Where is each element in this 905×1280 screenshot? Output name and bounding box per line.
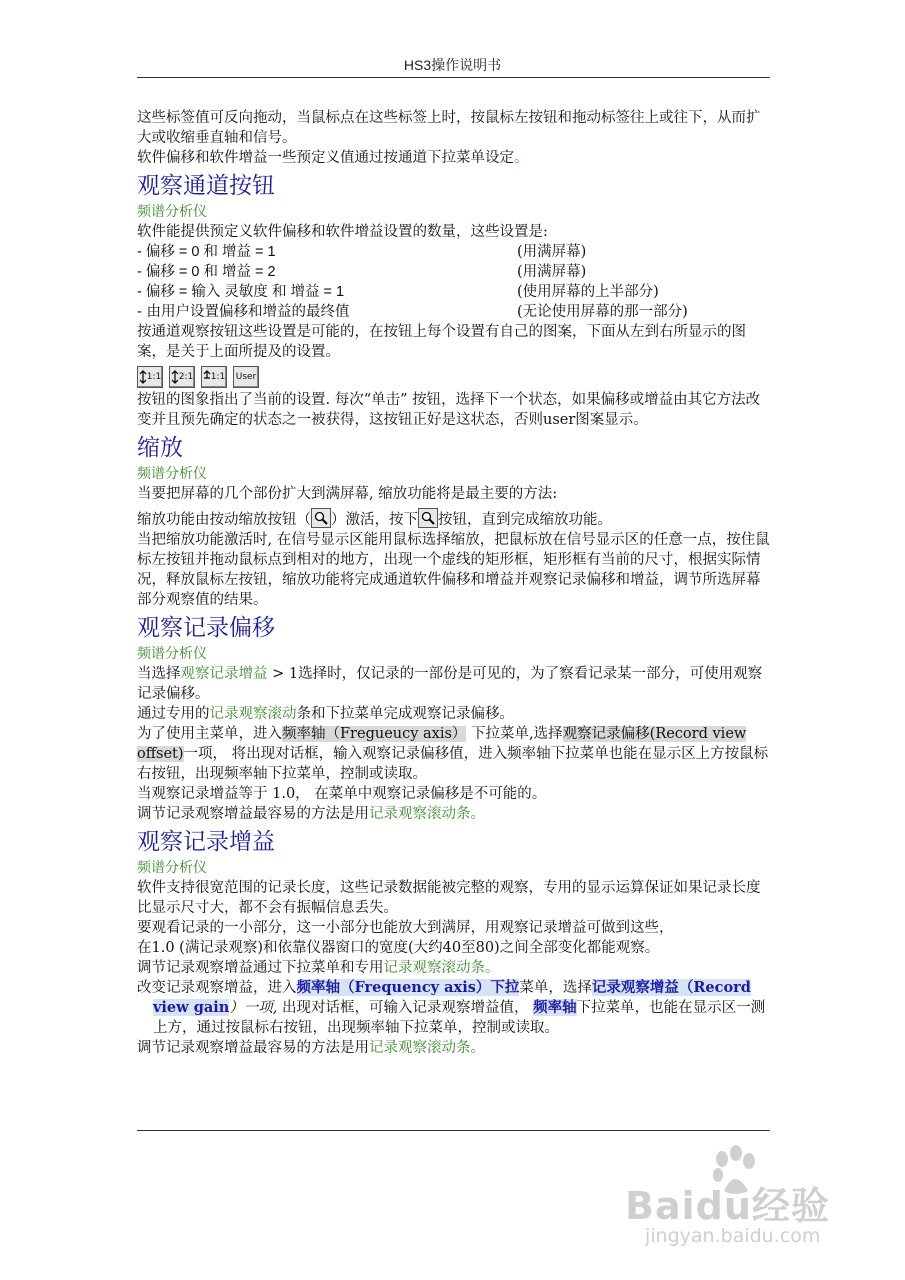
- footer-rule: [137, 1130, 770, 1131]
- paragraph: 软件支持很宽范围的记录长度，这些记录数据能被完整的观察，专用的显示运算保证如果记录长度比显示尺寸大，都不会有振幅信息丢失。: [137, 880, 761, 916]
- document-body: [137, 108, 770, 1058]
- paragraph: 当要把屏幕的几个部份扩大到满屏幕, 缩放功能将是最主要的方法:: [137, 486, 558, 502]
- section-subtitle: 频谱分析仪: [137, 860, 207, 876]
- intro-paragraph-1: 这些标签值可反向拖动，当鼠标点在这些标签上时，按鼠标左按钮和拖动标签往上或往下，从而扩大或收缩垂直轴和信号。: [137, 110, 761, 146]
- intro-paragraph-2: 软件偏移和软件增益一些预定义值通过按通道下拉菜单设定。: [137, 150, 529, 166]
- paragraph: 当选择观察记录增益 > 1选择时，仅记录的一部份是可见的，为了察看记录某一部分，可使用观察记录偏移。: [137, 666, 763, 702]
- paragraph: 软件能提供预定义软件偏移和软件增益设置的数量，这些设置是:: [137, 224, 548, 240]
- zoom-icon: [311, 508, 331, 528]
- user-setting-icon: User: [233, 366, 259, 388]
- settings-list: [137, 242, 770, 322]
- channel-view-button-icons: [137, 366, 770, 388]
- section-heading-record-offset: 观察记录偏移: [137, 615, 275, 641]
- offset0-gain2-icon: 2:1: [169, 366, 195, 388]
- watermark-url: jingyan.baidu.com: [645, 1225, 821, 1247]
- paragraph: 改变记录观察增益，进入频率轴（Frequency axis）下拉菜单，选择记录观察增益（Record view gain）一项, 出现对话框，可输入记录观察增益值， 频率轴下拉菜单，也能在显示区一测上方，通过按鼠标右按钮，出现频率轴下拉菜单，控制或读取。: [137, 979, 766, 1036]
- page-title: HS3操作说明书: [403, 57, 502, 73]
- paragraph: 按钮的图象指出了当前的设置. 每次“单击” 按钮，选择下一个状态，如果偏移或增益由其它方法改变并且预先确定的状态之一被获得，这按钮正好是这状态，否则user图案显示。: [137, 392, 761, 428]
- paragraph: 调节记录观察增益最容易的方法是用记录观察滚动条。: [137, 1040, 485, 1056]
- header-rule: [137, 77, 770, 78]
- offset0-gain1-icon: 1:1: [137, 366, 163, 388]
- list-item: - 偏移 = 0 和 增益 = 1 (用满屏幕): [137, 244, 587, 260]
- list-item: - 偏移 = 0 和 增益 = 2 (用满屏幕): [137, 264, 587, 280]
- paragraph: 调节记录观察增益最容易的方法是用记录观察滚动条。: [137, 806, 485, 822]
- section-subtitle: 频谱分析仪: [137, 204, 207, 220]
- section-heading-zoom: 缩放: [137, 435, 183, 461]
- paragraph: 在1.0 (满记录观察)和依靠仪器窗口的宽度(大约40至80)之间全部变化都能观察。: [137, 940, 660, 956]
- paragraph: 通过专用的记录观察滚动条和下拉菜单完成观察记录偏移。: [137, 706, 514, 722]
- section-subtitle: 频谱分析仪: [137, 466, 207, 482]
- paragraph: 为了使用主菜单，进入频率轴（Fregueucy axis） 下拉菜单,选择观察记录偏移(Record view offset)一项， 将出现对话框，输入观察记录偏移值，进入频率轴下拉菜单也能在显示区上方按鼠标右按钮，出现频率轴下拉菜单，控制或读取。: [137, 726, 769, 782]
- list-item: - 偏移 = 输入 灵敏度 和 增益 = 1 (使用屏幕的上半部分): [137, 284, 659, 300]
- section-subtitle: 频谱分析仪: [137, 646, 207, 662]
- baidu-watermark: [625, 1145, 885, 1255]
- offset-input-gain1-icon: 1:1: [201, 366, 227, 388]
- watermark-brand: Baidu经验: [625, 1184, 830, 1228]
- zoom-paragraph: 缩放功能由按动缩放按钮（ ）激活，按下 按钮，直到完成缩放功能。: [137, 508, 770, 530]
- list-item: - 由用户设置偏移和增益的最终值 (无论使用屏幕的那一部分): [137, 304, 688, 320]
- paragraph: 当把缩放功能激活时, 在信号显示区能用鼠标选择缩放，把鼠标放在信号显示区的任意一点，按住鼠标左按钮并拖动鼠标点到相对的地方，出现一个虚线的矩形框，矩形框有当前的尺寸，根据实际情况，释放鼠标左按钮，缩放功能将完成通道软件偏移和增益并观察记录偏移和增益，调节所选屏幕部分观察值的结果。: [137, 532, 770, 608]
- section-heading-channel-button: 观察通道按钮: [137, 173, 275, 199]
- paragraph: 调节记录观察增益通过下拉菜单和专用记录观察滚动条。: [137, 960, 500, 976]
- paragraph: 按通道观察按钮这些设置是可能的，在按钮上每个设置有自己的图案，下面从左到右所显示的图案，是关于上面所提及的设置。: [137, 324, 746, 360]
- zoom-icon: [418, 508, 438, 528]
- section-heading-record-gain: 观察记录增益: [137, 829, 275, 855]
- paragraph: 要观看记录的一小部分，这一小部分也能放大到满屏，用观察记录增益可做到这些，: [137, 920, 674, 936]
- paragraph: 当观察记录增益等于 1.0， 在菜单中观察记录偏移是不可能的。: [137, 786, 547, 802]
